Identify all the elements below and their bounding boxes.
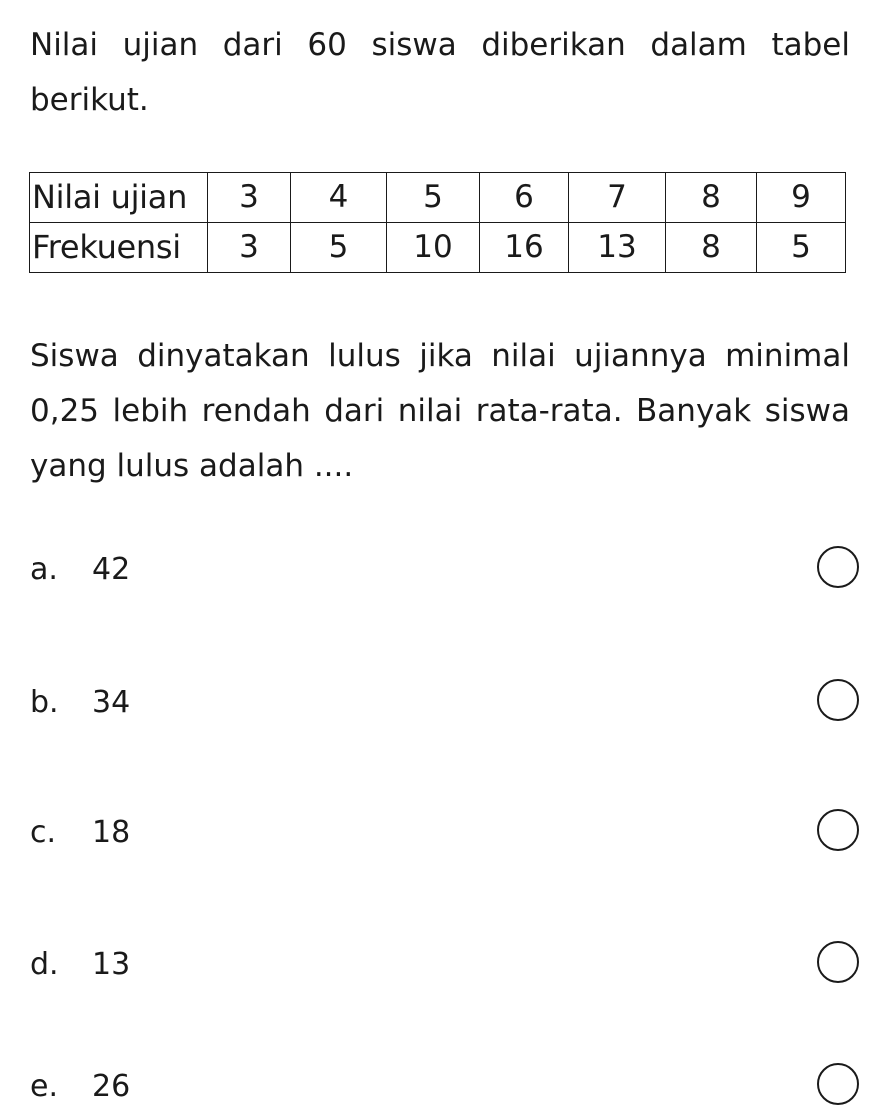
option-letter: a. [30,552,58,587]
frequency-cell: 8 [666,223,757,273]
frequency-cell: 13 [569,223,666,273]
score-cell: 3 [208,173,291,223]
option-value: 13 [92,947,131,982]
frequency-cell: 5 [757,223,846,273]
frequency-cell: 16 [480,223,569,273]
answer-option-e[interactable] [0,1057,873,1117]
answer-option-b[interactable] [0,673,873,733]
radio-button[interactable] [817,809,859,851]
option-value: 34 [92,685,131,720]
option-value: 42 [92,552,131,587]
frequency-row [30,223,846,273]
answer-option-d[interactable] [0,935,873,995]
option-value: 26 [92,1069,131,1104]
option-letter: c. [30,815,57,850]
radio-button[interactable] [817,1063,859,1105]
frequency-cell: 5 [291,223,387,273]
score-row [30,173,846,223]
score-cell: 7 [569,173,666,223]
score-cell: 6 [480,173,569,223]
option-letter: b. [30,685,59,720]
score-frequency-table [29,172,846,273]
question-intro: Nilai ujian dari 60 siswa diberikan dalam tabel berikut. [30,27,850,118]
frequency-cell: 3 [208,223,291,273]
option-letter: e. [30,1069,58,1104]
radio-button[interactable] [817,546,859,588]
question-prompt: Siswa dinyatakan lulus jika nilai ujiannya minimal 0,25 lebih rendah dari nilai rata-rata. Banyak siswa yang lulus adalah .... [30,338,850,484]
frequency-row-label: Frekuensi [30,223,208,273]
radio-button[interactable] [817,679,859,721]
option-value: 18 [92,815,131,850]
answer-option-a[interactable] [0,540,873,600]
option-letter: d. [30,947,59,982]
frequency-cell: 10 [387,223,480,273]
score-cell: 5 [387,173,480,223]
score-cell: 8 [666,173,757,223]
score-cell: 4 [291,173,387,223]
score-cell: 9 [757,173,846,223]
radio-button[interactable] [817,941,859,983]
answer-option-c[interactable] [0,803,873,863]
score-row-label: Nilai ujian [30,173,208,223]
